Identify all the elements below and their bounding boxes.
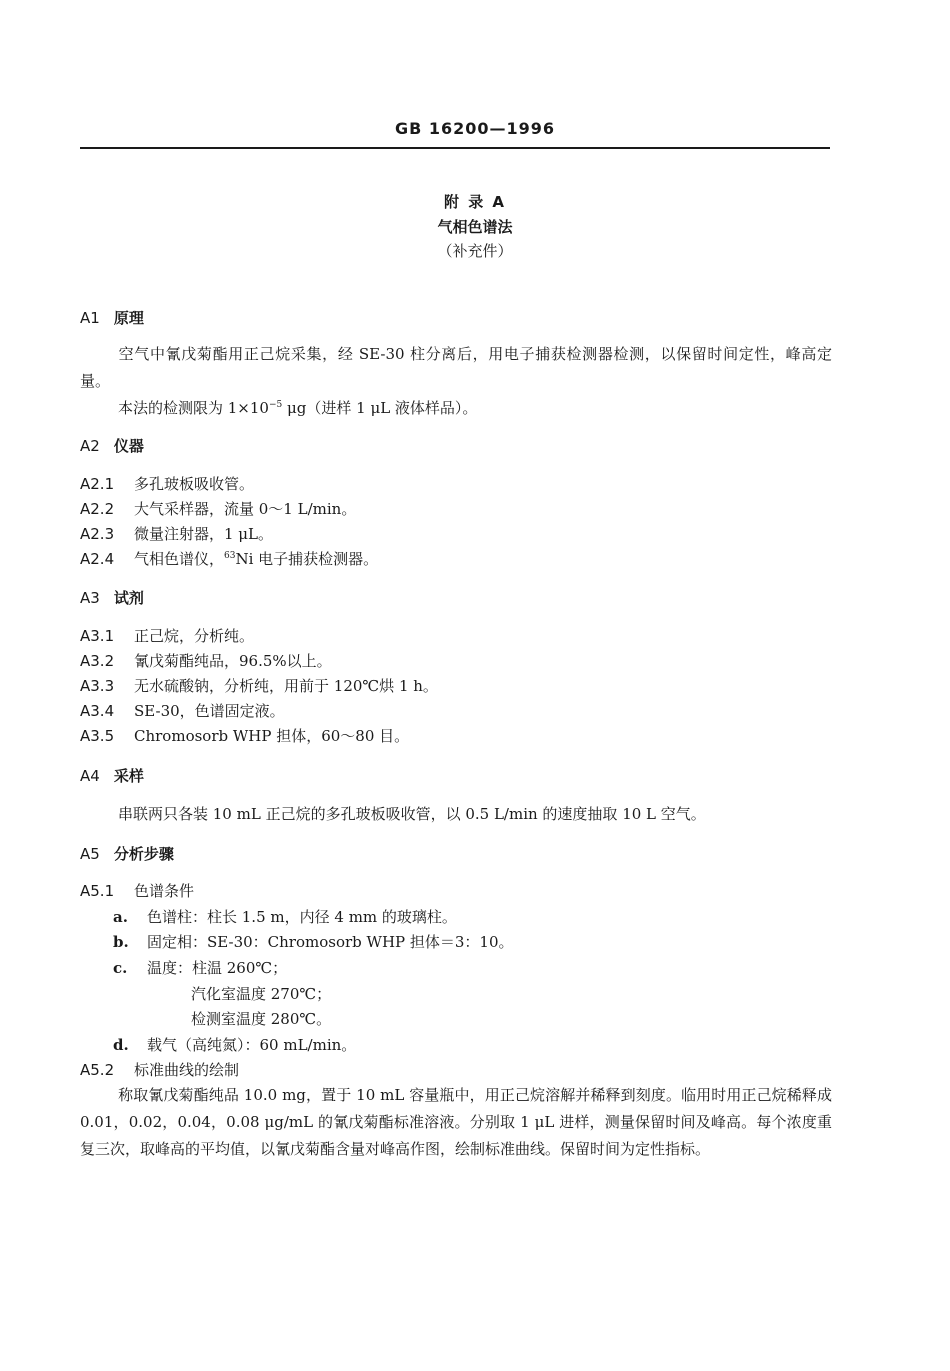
list-item: A2.4 气相色谱仪，$^{63}$Ni 电子捕获检测器。 xyxy=(80,550,379,568)
section-a1-paragraph-1: 空气中氰戊菊酯用正己烷采集，经 SE-30 柱分离后，用电子捕获检测器检测，以保留时间定性，峰高定量。 xyxy=(80,345,832,390)
list-item: A3.1 正己烷，分析纯。 xyxy=(80,627,255,645)
appendix-subtitle: 气相色谱法 xyxy=(437,218,513,236)
list-item: c. 温度：柱温 260℃； xyxy=(113,959,288,977)
list-item: d. 载气（高纯氮）：60 mL/min。 xyxy=(113,1036,357,1054)
section-a3-heading: A3 试剂 xyxy=(80,589,144,607)
header-rule xyxy=(80,147,830,149)
list-item: A2.1 多孔玻板吸收管。 xyxy=(80,475,255,493)
section-a4-heading: A4 采样 xyxy=(80,767,144,785)
standard-number: GB 16200—1996 xyxy=(394,119,556,138)
subsection-a5-2-paragraph: 称取氰戊菊酯纯品 10.0 mg，置于 10 mL 容量瓶中，用正己烷溶解并稀释到刻度。临用时用正己烷稀释成 0.01，0.02，0.04，0.08 μg/mL 的氰戊菊酯标准溶液。分别取 1 μL 进样，测量保留时间及峰高。每个浓度重复三次，取峰高的平均值，以氰戊菊酯含量对峰高作图，绘制标准曲线。保留时间为定性指标。 xyxy=(80,1086,832,1158)
list-item: b. 固定相：SE-30：Chromosorb WHP 担体＝3：10。 xyxy=(113,933,514,951)
section-a5-heading: A5 分析步骤 xyxy=(80,845,174,863)
list-item: A3.4 SE-30，色谱固定液。 xyxy=(80,702,285,720)
section-title: 原理 xyxy=(113,309,144,327)
subsection-a5-1-heading: A5.1 色谱条件 xyxy=(80,882,195,900)
section-a2-heading: A2 仪器 xyxy=(80,437,144,455)
list-item-continuation: 检测室温度 280℃。 xyxy=(191,1010,332,1028)
section-a4-paragraph: 串联两只各装 10 mL 正己烷的多孔玻板吸收管，以 0.5 L/min 的速度抽取 10 L 空气。 xyxy=(118,805,706,823)
list-item: A2.3 微量注射器，1 μL。 xyxy=(80,525,274,543)
list-item: A3.5 Chromosorb WHP 担体，60～80 目。 xyxy=(80,727,410,745)
list-item-continuation: 汽化室温度 270℃； xyxy=(191,985,332,1003)
list-item: a. 色谱柱：柱长 1.5 m，内径 4 mm 的玻璃柱。 xyxy=(113,908,457,926)
section-a1-heading xyxy=(80,308,144,328)
subsection-a5-2-heading: A5.2 标准曲线的绘制 xyxy=(80,1061,240,1079)
list-item: A3.3 无水硫酸钠，分析纯，用前于 120℃烘 1 h。 xyxy=(80,677,438,695)
list-item: A3.2 氰戊菊酯纯品，96.5%以上。 xyxy=(80,652,332,670)
appendix-note: （补充件） xyxy=(437,242,513,260)
section-a1-paragraph-2: 本法的检测限为 $1\times 10^{-5}$ μg（进样 1 μL 液体样品）。 xyxy=(118,399,478,417)
section-number: A1 xyxy=(80,309,100,327)
appendix-title: 附 录 A xyxy=(443,193,507,211)
list-item: A2.2 大气采样器，流量 0～1 L/min。 xyxy=(80,500,357,518)
